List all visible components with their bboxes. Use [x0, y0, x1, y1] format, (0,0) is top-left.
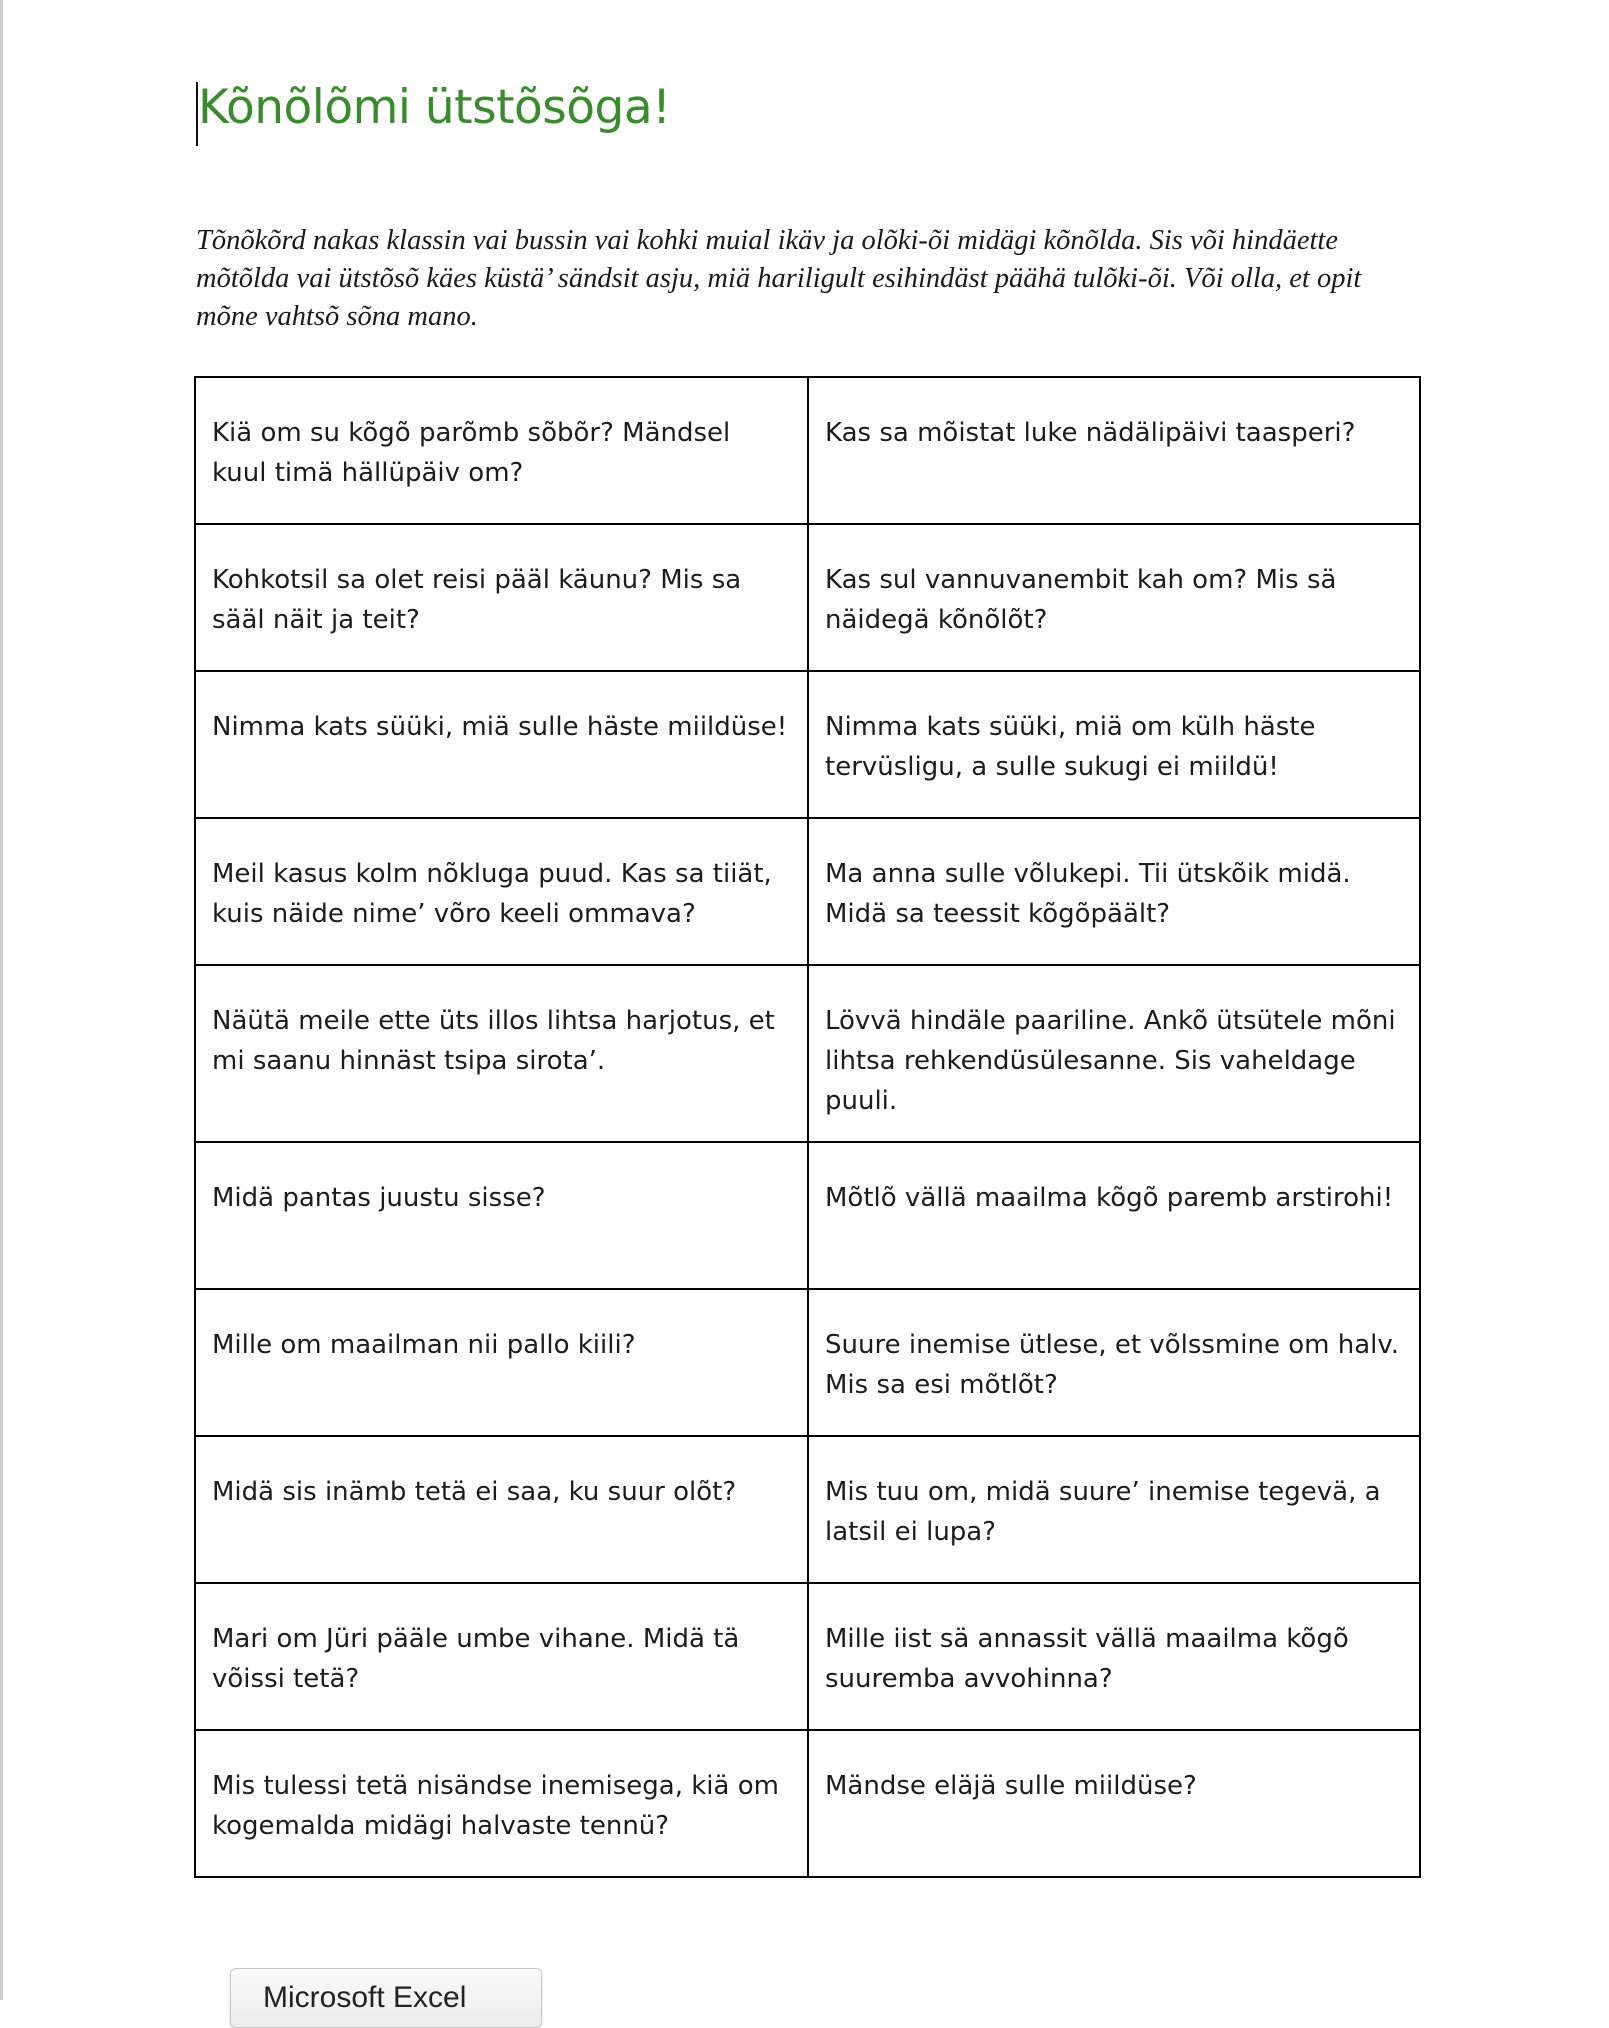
table-cell[interactable]: Kas sa mõistat luke nädälipäivi taasperi?: [808, 377, 1420, 524]
table-row: [195, 1436, 1420, 1583]
table-cell[interactable]: Meil kasus kolm nõkluga puud. Kas sa tiiät, kuis näide nime’ võro keeli ommava?: [195, 818, 808, 965]
intro-paragraph[interactable]: Tõnõkõrd nakas klassin vai bussin vai kohki muial ikäv ja olõki-õi midägi kõnõlda. Sis või hindäette mõtõlda vai ütstõsõ käes küstä’ sändsit asju, miä hariligult esihindäst päähä tulõki-õi. Või olla, et opit mõne vahtsõ sõna mano.: [196, 225, 1362, 332]
table-row: [195, 377, 1420, 524]
table-row: [195, 965, 1420, 1142]
table-row: [195, 671, 1420, 818]
table-cell[interactable]: Mõtlõ vällä maailma kõgõ paremb arstirohi!: [808, 1142, 1420, 1289]
table-cell[interactable]: Mis tuu om, midä suure’ inemise tegevä, a latsil ei lupa?: [808, 1436, 1420, 1583]
table-cell[interactable]: Ma anna sulle võlukepi. Tii ütskõik midä. Midä sa teessit kõgõpäält?: [808, 818, 1420, 965]
table-cell[interactable]: Lövvä hindäle paariline. Ankõ ütsütele mõni lihtsa rehkendüsülesanne. Sis vaheldage puuli.: [808, 965, 1420, 1142]
table-row: [195, 1583, 1420, 1730]
question-table: [194, 376, 1421, 1878]
table-cell[interactable]: Nimma kats süüki, miä sulle häste miildüse!: [195, 671, 808, 818]
table-cell[interactable]: Suure inemise ütlese, et võlssmine om halv. Mis sa esi mõtlõt?: [808, 1289, 1420, 1436]
table-cell[interactable]: Midä pantas juustu sisse?: [195, 1142, 808, 1289]
table-cell[interactable]: Mis tulessi tetä nisändse inemisega, kiä om kogemalda midägi halvaste tennü?: [195, 1730, 808, 1877]
table-cell[interactable]: Kas sul vannuvanembit kah om? Mis sä näidegä kõnõlõt?: [808, 524, 1420, 671]
table-row: [195, 524, 1420, 671]
table-cell[interactable]: Nimma kats süüki, miä om külh häste tervüsligu, a sulle sukugi ei miildü!: [808, 671, 1420, 818]
table-cell[interactable]: Mändse eläjä sulle miildüse?: [808, 1730, 1420, 1877]
window-left-edge: [0, 0, 3, 2000]
table-cell[interactable]: Mille iist sä annassit vällä maailma kõgõ suuremba avvohinna?: [808, 1583, 1420, 1730]
table-cell[interactable]: Midä sis inämb tetä ei saa, ku suur olõt?: [195, 1436, 808, 1583]
table-row: [195, 1289, 1420, 1436]
table-row: [195, 1730, 1420, 1877]
table-cell[interactable]: Näütä meile ette üts illos lihtsa harjotus, et mi saanu hinnäst tsipa sirota’.: [195, 965, 808, 1142]
embedded-excel-object-button[interactable]: Microsoft Excel: [230, 1968, 542, 2028]
table-cell[interactable]: Mari om Jüri pääle umbe vihane. Midä tä võissi tetä?: [195, 1583, 808, 1730]
table-cell[interactable]: Kohkotsil sa olet reisi pääl käunu? Mis sa sääl näit ja teit?: [195, 524, 808, 671]
table-row: [195, 1142, 1420, 1289]
table-cell[interactable]: Mille om maailman nii pallo kiili?: [195, 1289, 808, 1436]
document-title[interactable]: Kõnõlõmi ütstõsõga!: [198, 80, 671, 135]
table-cell[interactable]: Kiä om su kõgõ parõmb sõbõr? Mändsel kuul timä hällüpäiv om?: [195, 377, 808, 524]
table-row: [195, 818, 1420, 965]
